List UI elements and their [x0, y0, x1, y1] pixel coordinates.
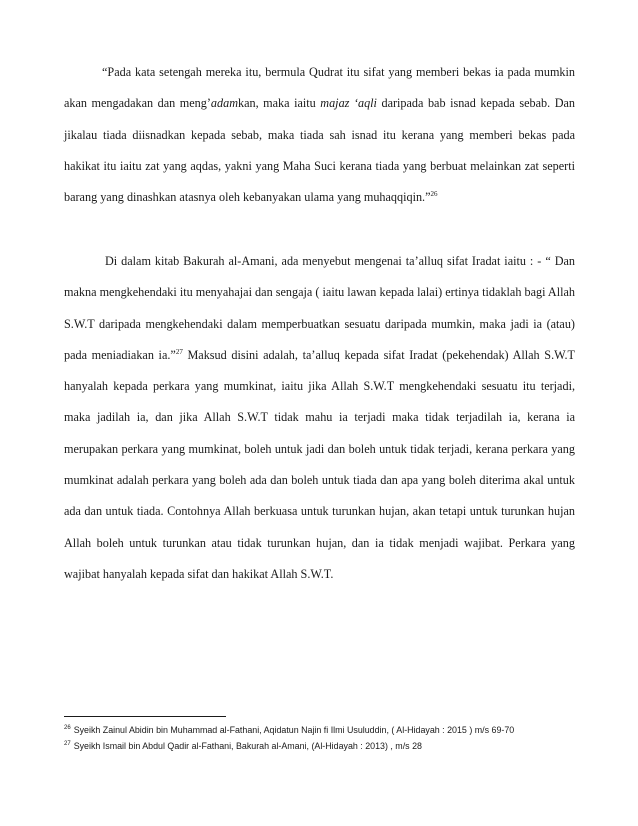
footnote-ref-26[interactable]: 26: [430, 190, 438, 199]
footnote-text: Syeikh Zainul Abidin bin Muhammad al-Fathani, Aqidatun Najin fi Ilmi Usuluddin, ( Al-Hidayah : 2015 ) m/s 69-70: [73, 725, 515, 735]
footnote-27: [64, 738, 584, 754]
footnotes: [64, 722, 584, 754]
footnote-26: [64, 722, 584, 738]
footnote-ref-27[interactable]: 27: [175, 347, 183, 356]
paragraph-text: kan, maka iaitu: [238, 96, 321, 111]
footnote-number: 27: [64, 741, 71, 748]
paragraph-text: daripada bab isnad kepada sebab. Dan jikalau tiada diisnadkan kepada sebab, maka tiada sah isnad itu kerana yang memberi bekas pada hakikat itu iaitu zat yang aqdas, yakni yang Maha Suci kerana tiada yang berbuat melainkan zat seperti barang yang dinashkan atasnya oleh kebanyakan ulama yang muhaqqiqin.”: [64, 96, 575, 205]
footnote-separator: [64, 716, 226, 717]
paragraph-iradat: [64, 246, 575, 590]
paragraph-text: Di dalam kitab Bakurah al-Amani, ada menyebut mengenai ta’alluq sifat Iradat iaitu : - “ Dan makna mengkehendaki itu menyahajai dan sengaja ( iaitu lawan kepada lalai) ertinya tidaklah bagi Allah S.W.T daripada mengkehendaki dalam memperbuatkan sesuatu daripada mumkin, maka jadi ia (atau) pada meniadiakan ia.”: [64, 254, 575, 362]
paragraph-text: “Pada kata setengah mereka itu, bermula Qudrat itu sifat yang memberi bekas ia pada mumkin akan mengadakan dan meng’: [64, 65, 575, 111]
footnote-number: 26: [64, 725, 71, 732]
paragraph-text: Maksud disini adalah, ta’alluq kepada sifat Iradat (pekehendak) Allah S.W.T hanyalah kepada perkara yang mumkinat, iaitu jika Allah S.W.T mengkehendaki sesuatu itu terjadi, maka jadilah ia, dan jika Allah S.W.T tidak mahu ia terjadi maka tidak terjadilah ia, kerana ia merupakan perkara yang mumkinat, boleh untuk jadi dan boleh untuk tidak terjadi, kerana perkara yang mumkinat adalah perkara yang boleh ada dan boleh untuk tiada dan apa yang boleh diterima akal untuk ada dan untuk tiada. Contohnya Allah berkuasa untuk turunkan hujan, akan tetapi untuk turunkan hujan Allah boleh untuk turunkan atau tidak turunkan hujan, dan ia tidak menjadi wajibat. Perkara yang wajibat hanyalah kepada sifat dan hakikat Allah S.W.T.: [64, 347, 575, 581]
italic-term-adam: adam: [210, 96, 238, 111]
italic-term-majaz-aqli: majaz ‘aqli: [320, 96, 377, 111]
footnote-text: Syeikh Ismail bin Abdul Qadir al-Fathani, Bakurah al-Amani, (Al-Hidayah : 2013) , m/s 28: [73, 741, 422, 751]
paragraph-qudrat: [64, 57, 575, 213]
